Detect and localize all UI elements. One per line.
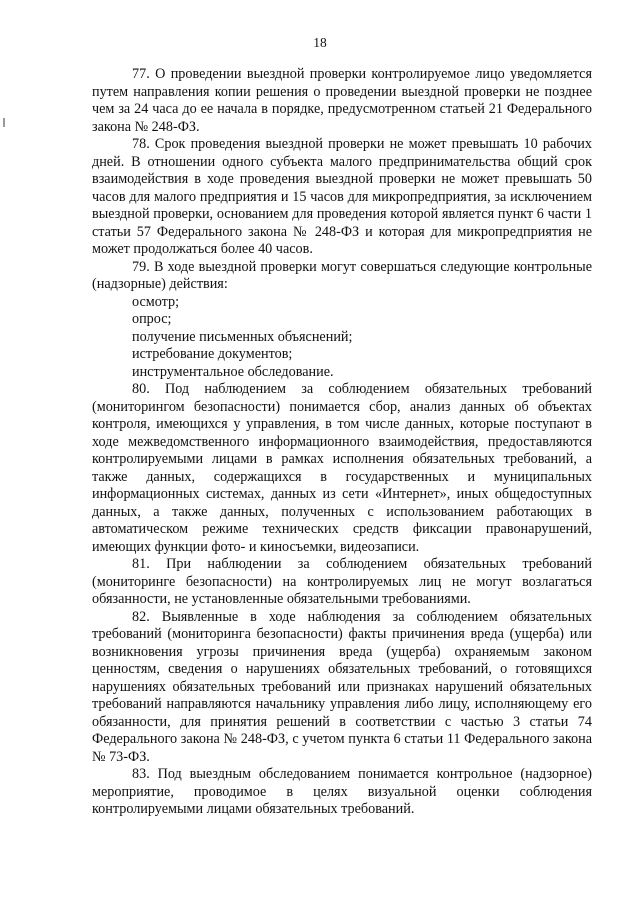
list-item: опрос; [132, 311, 172, 327]
list-item: инструментальное обследование. [132, 363, 334, 380]
paragraph-79: 79. В ходе выездной проверки могут совершаться следующие контрольные (надзорные) действия: [92, 258, 592, 292]
control-actions-list [92, 294, 592, 382]
list-item: истребование документов; [132, 346, 293, 362]
paragraph-77: 77. О проведении выездной проверки контролируемое лицо уведомляется путем направления копии решения о проведении выездной проверки не позднее чем за 24 часа до ее начала в порядке, предусмотренном статьей 21 Федерального закона № 248-ФЗ. [92, 66, 592, 135]
paragraph-80: 80. Под наблюдением за соблюдением обязательных требований (мониторингом безопасности) понимается сбор, анализ данных об объектах контроля, имеющихся у управления, в том числе данных, которые поступают в ходе межведомственного информационного взаимодействия, предоставляются контролируемыми лицами в рамках исполнения обязательных требований, а также данных, содержащихся в государственных и муниципальных информационных системах, данных из сети «Интернет», иных общедоступных данных, а также данных, полученных с использованием работающих в автоматическом режиме технических средств фиксации правонарушений, имеющих функции фото- и киносъемки, видеозаписи. [92, 381, 592, 555]
page-number: 18 [313, 35, 327, 50]
list-item: осмотр; [132, 293, 180, 310]
paragraph-78: 78. Срок проведения выездной проверки не может превышать 10 рабочих дней. В отношении одного субъекта малого предпринимательства общий срок взаимодействия в ходе проведения выездной проверки не может превышать 50 часов для малого предприятия и 15 часов для микропредприятия, за исключением выездной проверки, основанием для проведения которой является пункт 6 части 1 статьи 57 Федерального закона № 248-ФЗ и которая для микропредприятия не может продолжаться более 40 часов. [92, 136, 592, 257]
scan-edge-mark [3, 118, 5, 127]
document-body [92, 66, 592, 819]
paragraph-82: 82. Выявленные в ходе наблюдения за соблюдением обязательных требований (мониторинга безопасности) факты причинения вреда (ущерба) или возникновения угрозы причинения вреда (ущерба) охраняемым законом ценностям, сведения о нарушениях обязательных требований, о готовящихся нарушениях обязательных требований или признаках нарушений обязательных требований направляются начальнику управления либо лицу, исполняющему его обязанности, для принятия решений в соответствии с частью 3 статьи 74 Федерального закона № 248-ФЗ, с учетом пункта 6 статьи 11 Федерального закона № 73-ФЗ. [92, 608, 592, 765]
list-item: получение письменных объяснений; [132, 328, 353, 345]
paragraph-83: 83. Под выездным обследованием понимается контрольное (надзорное) мероприятие, проводимое в целях визуальной оценки соблюдения контролируемыми лицами обязательных требований. [92, 766, 592, 817]
paragraph-81: 81. При наблюдении за соблюдением обязательных требований (мониторинге безопасности) на контролируемых лиц не могут возлагаться обязанности, не установленные обязательными требованиями. [92, 556, 592, 607]
